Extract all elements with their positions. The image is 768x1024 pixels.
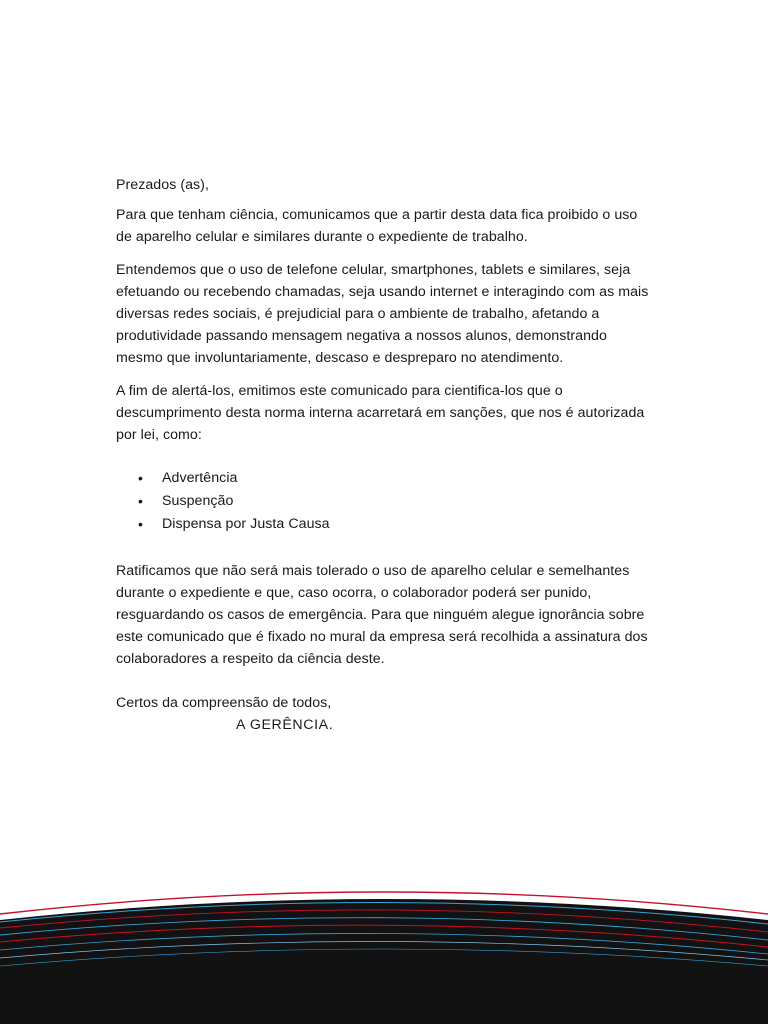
list-item-label: Suspenção [162, 493, 234, 509]
list-item [116, 490, 656, 513]
signature: A GERÊNCIA. [236, 717, 334, 733]
list-item [116, 513, 656, 536]
list-item-label: Advertência [162, 470, 238, 486]
paragraph-warning: A fim de alertá-los, emitimos este comunicado para cientifica-los que o descumprimento desta norma interna acarretará em sanções, que nos é autorizada por lei, como: [116, 383, 645, 443]
list-item [116, 467, 656, 490]
paragraph-ratification: Ratificamos que não será mais tolerado o uso de aparelho celular e semelhantes durante o expediente e que, caso ocorra, o colaborador poderá ser punido, resguardando os casos de emergência. Para que ninguém alegue ignorância sobre este comunicado que é fixado no mural da empresa será recolhida a assinatura dos colaboradores a respeito da ciência deste. [116, 563, 648, 667]
bullet-icon: • [138, 493, 143, 509]
list-item-label: Dispensa por Justa Causa [162, 516, 330, 532]
footer-decoration [0, 880, 768, 1024]
paragraph-reasoning: Entendemos que o uso de telefone celular, smartphones, tablets e similares, seja efetuando ou recebendo chamadas, seja usando internet e interagindo com as mais diversas redes sociais, é prejudicial para o ambiente de trabalho, afetando a produtividade passando mensagem negativa a nossos alunos, demonstrando mesmo que involuntariamente, descaso e despreparo no atendimento. [116, 262, 649, 366]
sanctions-list [116, 467, 656, 536]
paragraph-notice: Para que tenham ciência, comunicamos que a partir desta data fica proibido o uso de aparelho celular e similares durante o expediente de trabalho. [116, 207, 638, 245]
salutation: Prezados (as), [116, 177, 209, 193]
closing-line: Certos da compreensão de todos, [116, 695, 332, 711]
bullet-icon: • [138, 470, 143, 486]
letter-body [116, 174, 656, 736]
bullet-icon: • [138, 516, 143, 532]
